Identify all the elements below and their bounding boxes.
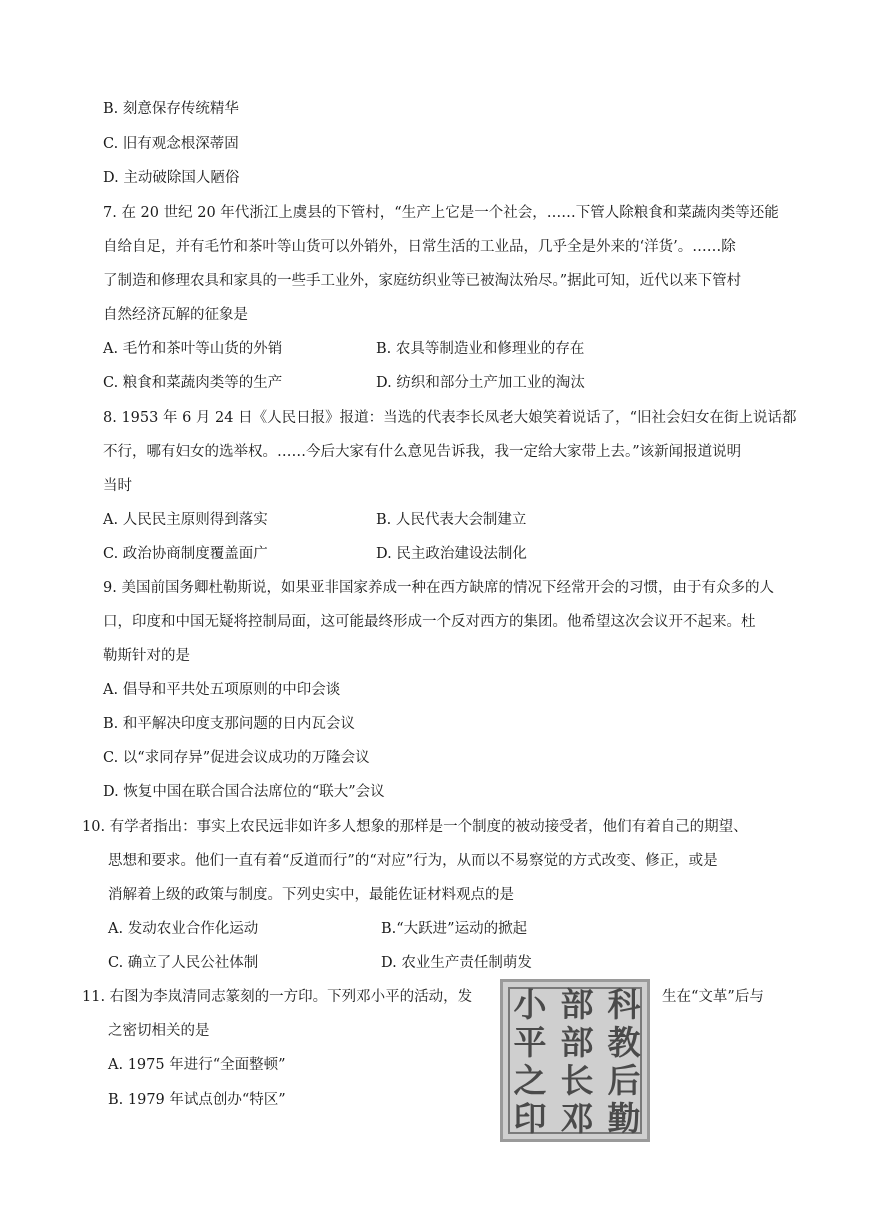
q6-option-c: C. 旧有观念根深蒂固 (103, 136, 239, 152)
seal-column (555, 986, 599, 1138)
q10-option-b: B.“大跃进”运动的掀起 (381, 921, 528, 937)
seal-character: 平 (513, 1023, 547, 1062)
q6-option-d: D. 主动破除国人陋俗 (103, 170, 240, 186)
q11-stem-line-right: 生在“文革”后与 (662, 989, 764, 1005)
seal-character: 教 (607, 1023, 641, 1062)
q9-option-d: D. 恢复中国在联合国合法席位的“联大”会议 (103, 784, 385, 800)
q8-stem-line: 不行，哪有妇女的选举权。……今后大家有什么意见告诉我，我一定给大家带上去。”该新闻报道说明 (103, 444, 742, 460)
seal-character: 之 (513, 1061, 547, 1100)
q8-option-d: D. 民主政治建设法制化 (376, 546, 527, 562)
q9-option-a: A. 倡导和平共处五项原则的中印会谈 (103, 682, 341, 698)
q11-stem-line: 之密切相关的是 (108, 1023, 210, 1039)
q8-stem-line: 当时 (103, 478, 132, 494)
seal-character: 部 (560, 1023, 594, 1062)
q7-stem-line: 自给自足，并有毛竹和茶叶等山货可以外销外，日常生活的工业品，几乎全是外来的‘洋货’。……除 (103, 239, 736, 255)
q10-option-a: A. 发动农业合作化运动 (108, 921, 259, 937)
seal-image (500, 979, 650, 1142)
seal-character: 勤 (607, 1099, 641, 1138)
q10-stem-line: 10. 有学者指出：事实上农民远非如许多人想象的那样是一个制度的被动接受者，他们有着自己的期望、 (82, 819, 748, 835)
q7-option-a: A. 毛竹和茶叶等山货的外销 (103, 341, 283, 357)
q11-stem-line: 11. 右图为李岚清同志篆刻的一方印。下列邓小平的活动，发 (82, 989, 473, 1005)
seal-character: 部 (560, 985, 594, 1024)
seal-column (508, 986, 552, 1138)
q7-option-c: C. 粮食和菜蔬肉类等的生产 (103, 375, 283, 391)
q11-option-b: B. 1979 年试点创办“特区” (108, 1092, 286, 1108)
q7-stem-line: 7. 在 20 世纪 20 年代浙江上虞县的下管村，“生产上它是一个社会，……下管人除粮食和菜蔬肉类等还能 (103, 205, 779, 221)
q6-option-b: B. 刻意保存传统精华 (103, 101, 239, 117)
seal-character: 科 (607, 985, 641, 1024)
seal-character: 后 (607, 1061, 641, 1100)
q9-stem-line: 9. 美国前国务卿杜勒斯说，如果亚非国家养成一种在西方缺席的情况下经常开会的习惯，由于有众多的人 (103, 580, 774, 596)
q9-option-c: C. 以“求同存异”促进会议成功的万隆会议 (103, 750, 370, 766)
seal-character: 印 (513, 1099, 547, 1138)
seal-character: 邓 (560, 1099, 594, 1138)
q7-stem-line: 了制造和修理农具和家具的一些手工业外，家庭纺织业等已被淘汰殆尽。”据此可知，近代以来下管村 (103, 273, 742, 289)
q8-option-b: B. 人民代表大会制建立 (376, 512, 527, 528)
q8-option-c: C. 政治协商制度覆盖面广 (103, 546, 268, 562)
seal-character: 长 (560, 1061, 594, 1100)
q10-stem-line: 思想和要求。他们一直有着“反道而行”的“对应”行为，从而以不易察觉的方式改变、修正，或是 (108, 853, 718, 869)
q7-option-d: D. 纺织和部分土产加工业的淘汰 (376, 375, 585, 391)
q8-option-a: A. 人民民主原则得到落实 (103, 512, 268, 528)
seal-character: 小 (513, 985, 547, 1024)
q9-option-b: B. 和平解决印度支那问题的日内瓦会议 (103, 716, 355, 732)
seal-column (602, 986, 646, 1138)
q9-stem-line: 口，印度和中国无疑将控制局面，这可能最终形成一个反对西方的集团。他希望这次会议开不起来。杜 (103, 614, 756, 630)
q11-option-a: A. 1975 年进行“全面整顿” (108, 1057, 286, 1073)
q10-stem-line: 消解着上级的政策与制度。下列史实中，最能佐证材料观点的是 (108, 887, 514, 903)
q10-option-c: C. 确立了人民公社体制 (108, 955, 259, 971)
q9-stem-line: 勒斯针对的是 (103, 648, 190, 664)
q8-stem-line: 8. 1953 年 6 月 24 日《人民日报》报道：当选的代表李长凤老大娘笑着说话了，“旧社会妇女在街上说话都 (103, 410, 797, 426)
q7-stem-line: 自然经济瓦解的征象是 (103, 307, 248, 323)
q7-option-b: B. 农具等制造业和修理业的存在 (376, 341, 585, 357)
q10-option-d: D. 农业生产责任制萌发 (381, 955, 532, 971)
